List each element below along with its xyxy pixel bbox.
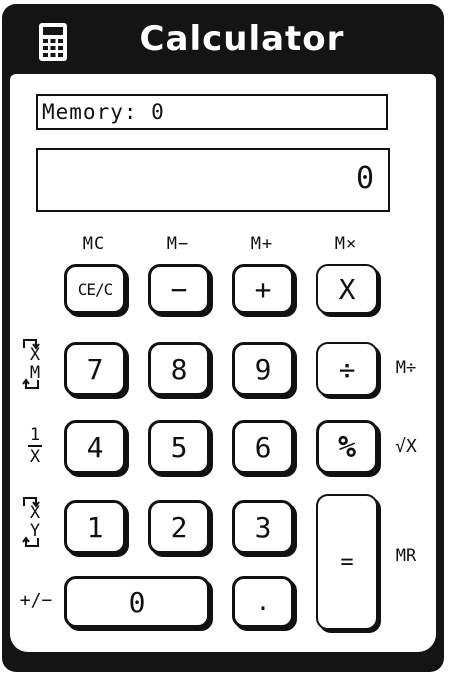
memory-display: Memory: 0 [36,94,388,130]
main-display: 0 [36,148,390,212]
digit-1-button[interactable]: 1 [64,500,126,554]
equals-button[interactable]: = [316,494,378,630]
calculator-panel [10,74,436,652]
x-to-y-x: X [29,503,41,523]
reciprocal-label[interactable] [20,426,50,466]
subtract-button[interactable]: − [148,264,210,314]
divide-button[interactable]: ÷ [316,342,378,396]
add-button[interactable]: + [232,264,294,314]
memory-divide-label[interactable]: M÷ [395,358,417,378]
swap-arrows-icon-2 [18,494,44,550]
calculator-icon [38,22,68,62]
digit-5-button[interactable]: 5 [148,420,210,474]
negate-label[interactable]: +/− [19,590,53,611]
title-bar[interactable] [2,4,444,72]
multiply-button[interactable]: X [316,264,378,314]
digit-0-button[interactable]: 0 [64,576,210,628]
x-to-m-x: X [29,345,41,365]
memory-times-label: M× [334,234,358,254]
square-root-label[interactable]: √X [395,436,417,457]
memory-plus-label: M+ [250,234,274,254]
percent-button[interactable]: % [316,420,378,474]
digit-3-button[interactable]: 3 [232,500,294,554]
memory-recall-label[interactable]: MR [395,546,417,566]
x-to-m-m: M [29,363,41,383]
digit-4-button[interactable]: 4 [64,420,126,474]
memory-clear-label: MC [82,234,106,254]
calculator-window [2,4,444,672]
digit-7-button[interactable]: 7 [64,342,126,396]
digit-2-button[interactable]: 2 [148,500,210,554]
memory-minus-label: M− [166,234,190,254]
reciprocal-denominator: X [29,447,41,467]
digit-9-button[interactable]: 9 [232,342,294,396]
digit-6-button[interactable]: 6 [232,420,294,474]
window-title: Calculator [139,19,345,59]
decimal-point-button[interactable]: . [232,576,294,628]
clear-entry-button[interactable]: CE/C [64,264,126,314]
swap-arrows-icon [18,336,44,392]
reciprocal-numerator: 1 [29,425,41,445]
x-to-y-y: Y [29,521,41,541]
digit-8-button[interactable]: 8 [148,342,210,396]
